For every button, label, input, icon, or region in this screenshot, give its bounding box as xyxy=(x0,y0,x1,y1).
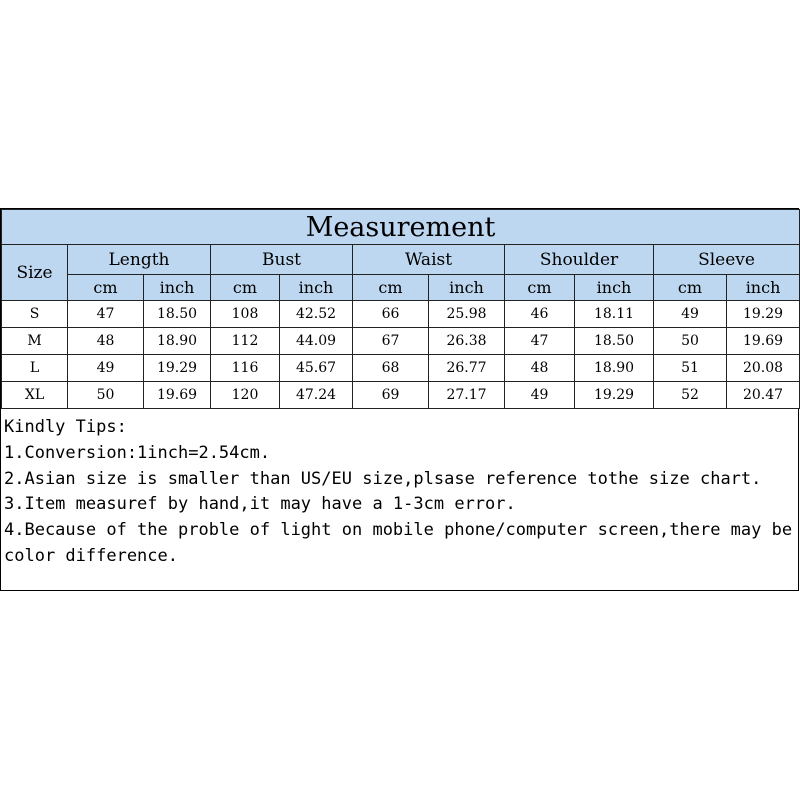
table-cell: 68 xyxy=(353,355,429,382)
table-row xyxy=(2,355,800,382)
table-cell: 18.90 xyxy=(144,328,211,355)
table-cell: 19.29 xyxy=(727,301,800,328)
table-cell: 52 xyxy=(654,382,727,409)
table-cell: 26.38 xyxy=(429,328,505,355)
table-cell: 42.52 xyxy=(280,301,353,328)
table-cell: 19.29 xyxy=(575,382,654,409)
group-header-length: Length xyxy=(68,245,211,275)
size-cell: S xyxy=(2,301,68,328)
table-cell: 19.69 xyxy=(144,382,211,409)
group-header-sleeve: Sleeve xyxy=(654,245,800,275)
table-cell: 48 xyxy=(505,355,575,382)
table-cell: 66 xyxy=(353,301,429,328)
tip-item: 1.Conversion:1inch=2.54cm. xyxy=(4,442,271,463)
table-cell: 44.09 xyxy=(280,328,353,355)
tip-item: 4.Because of the proble of light on mobile phone/computer screen,there may be color difference. xyxy=(4,520,793,566)
size-column-header: Size xyxy=(2,245,68,301)
unit-header: inch xyxy=(144,275,211,301)
table-cell: 18.90 xyxy=(575,355,654,382)
table-cell: 25.98 xyxy=(429,301,505,328)
table-cell: 47.24 xyxy=(280,382,353,409)
table-row xyxy=(2,382,800,409)
table-cell: 18.50 xyxy=(575,328,654,355)
table-cell: 46 xyxy=(505,301,575,328)
tip-item: 3.Item measuref by hand,it may have a 1-3cm error. xyxy=(4,494,516,515)
unit-header: cm xyxy=(353,275,429,301)
table-cell: 20.08 xyxy=(727,355,800,382)
table-cell: 67 xyxy=(353,328,429,355)
table-cell: 49 xyxy=(654,301,727,328)
unit-header: cm xyxy=(68,275,144,301)
table-row xyxy=(2,328,800,355)
table-cell: 116 xyxy=(211,355,280,382)
group-header-shoulder: Shoulder xyxy=(505,245,654,275)
table-title: Measurement xyxy=(2,210,800,245)
tips-heading: Kindly Tips: xyxy=(4,417,127,437)
group-header-waist: Waist xyxy=(353,245,505,275)
group-header-bust: Bust xyxy=(211,245,353,275)
unit-header: inch xyxy=(280,275,353,301)
table-cell: 50 xyxy=(68,382,144,409)
table-cell: 108 xyxy=(211,301,280,328)
unit-header: inch xyxy=(575,275,654,301)
table-cell: 27.17 xyxy=(429,382,505,409)
table-cell: 47 xyxy=(505,328,575,355)
size-chart-table xyxy=(1,209,800,409)
unit-header: cm xyxy=(505,275,575,301)
unit-header: inch xyxy=(727,275,800,301)
table-cell: 26.77 xyxy=(429,355,505,382)
table-cell: 49 xyxy=(68,355,144,382)
table-cell: 18.50 xyxy=(144,301,211,328)
size-cell: L xyxy=(2,355,68,382)
table-cell: 45.67 xyxy=(280,355,353,382)
tip-item: 2.Asian size is smaller than US/EU size,plsase reference tothe size chart. xyxy=(4,468,762,489)
table-cell: 50 xyxy=(654,328,727,355)
kindly-tips xyxy=(4,415,794,570)
table-row xyxy=(2,301,800,328)
table-cell: 120 xyxy=(211,382,280,409)
size-chart-sheet xyxy=(0,208,799,591)
unit-header: cm xyxy=(211,275,280,301)
table-cell: 20.47 xyxy=(727,382,800,409)
table-cell: 112 xyxy=(211,328,280,355)
table-cell: 19.29 xyxy=(144,355,211,382)
unit-header: cm xyxy=(654,275,727,301)
table-cell: 69 xyxy=(353,382,429,409)
size-cell: M xyxy=(2,328,68,355)
table-cell: 18.11 xyxy=(575,301,654,328)
table-cell: 51 xyxy=(654,355,727,382)
unit-header: inch xyxy=(429,275,505,301)
size-cell: XL xyxy=(2,382,68,409)
table-cell: 47 xyxy=(68,301,144,328)
table-cell: 49 xyxy=(505,382,575,409)
table-cell: 48 xyxy=(68,328,144,355)
table-cell: 19.69 xyxy=(727,328,800,355)
